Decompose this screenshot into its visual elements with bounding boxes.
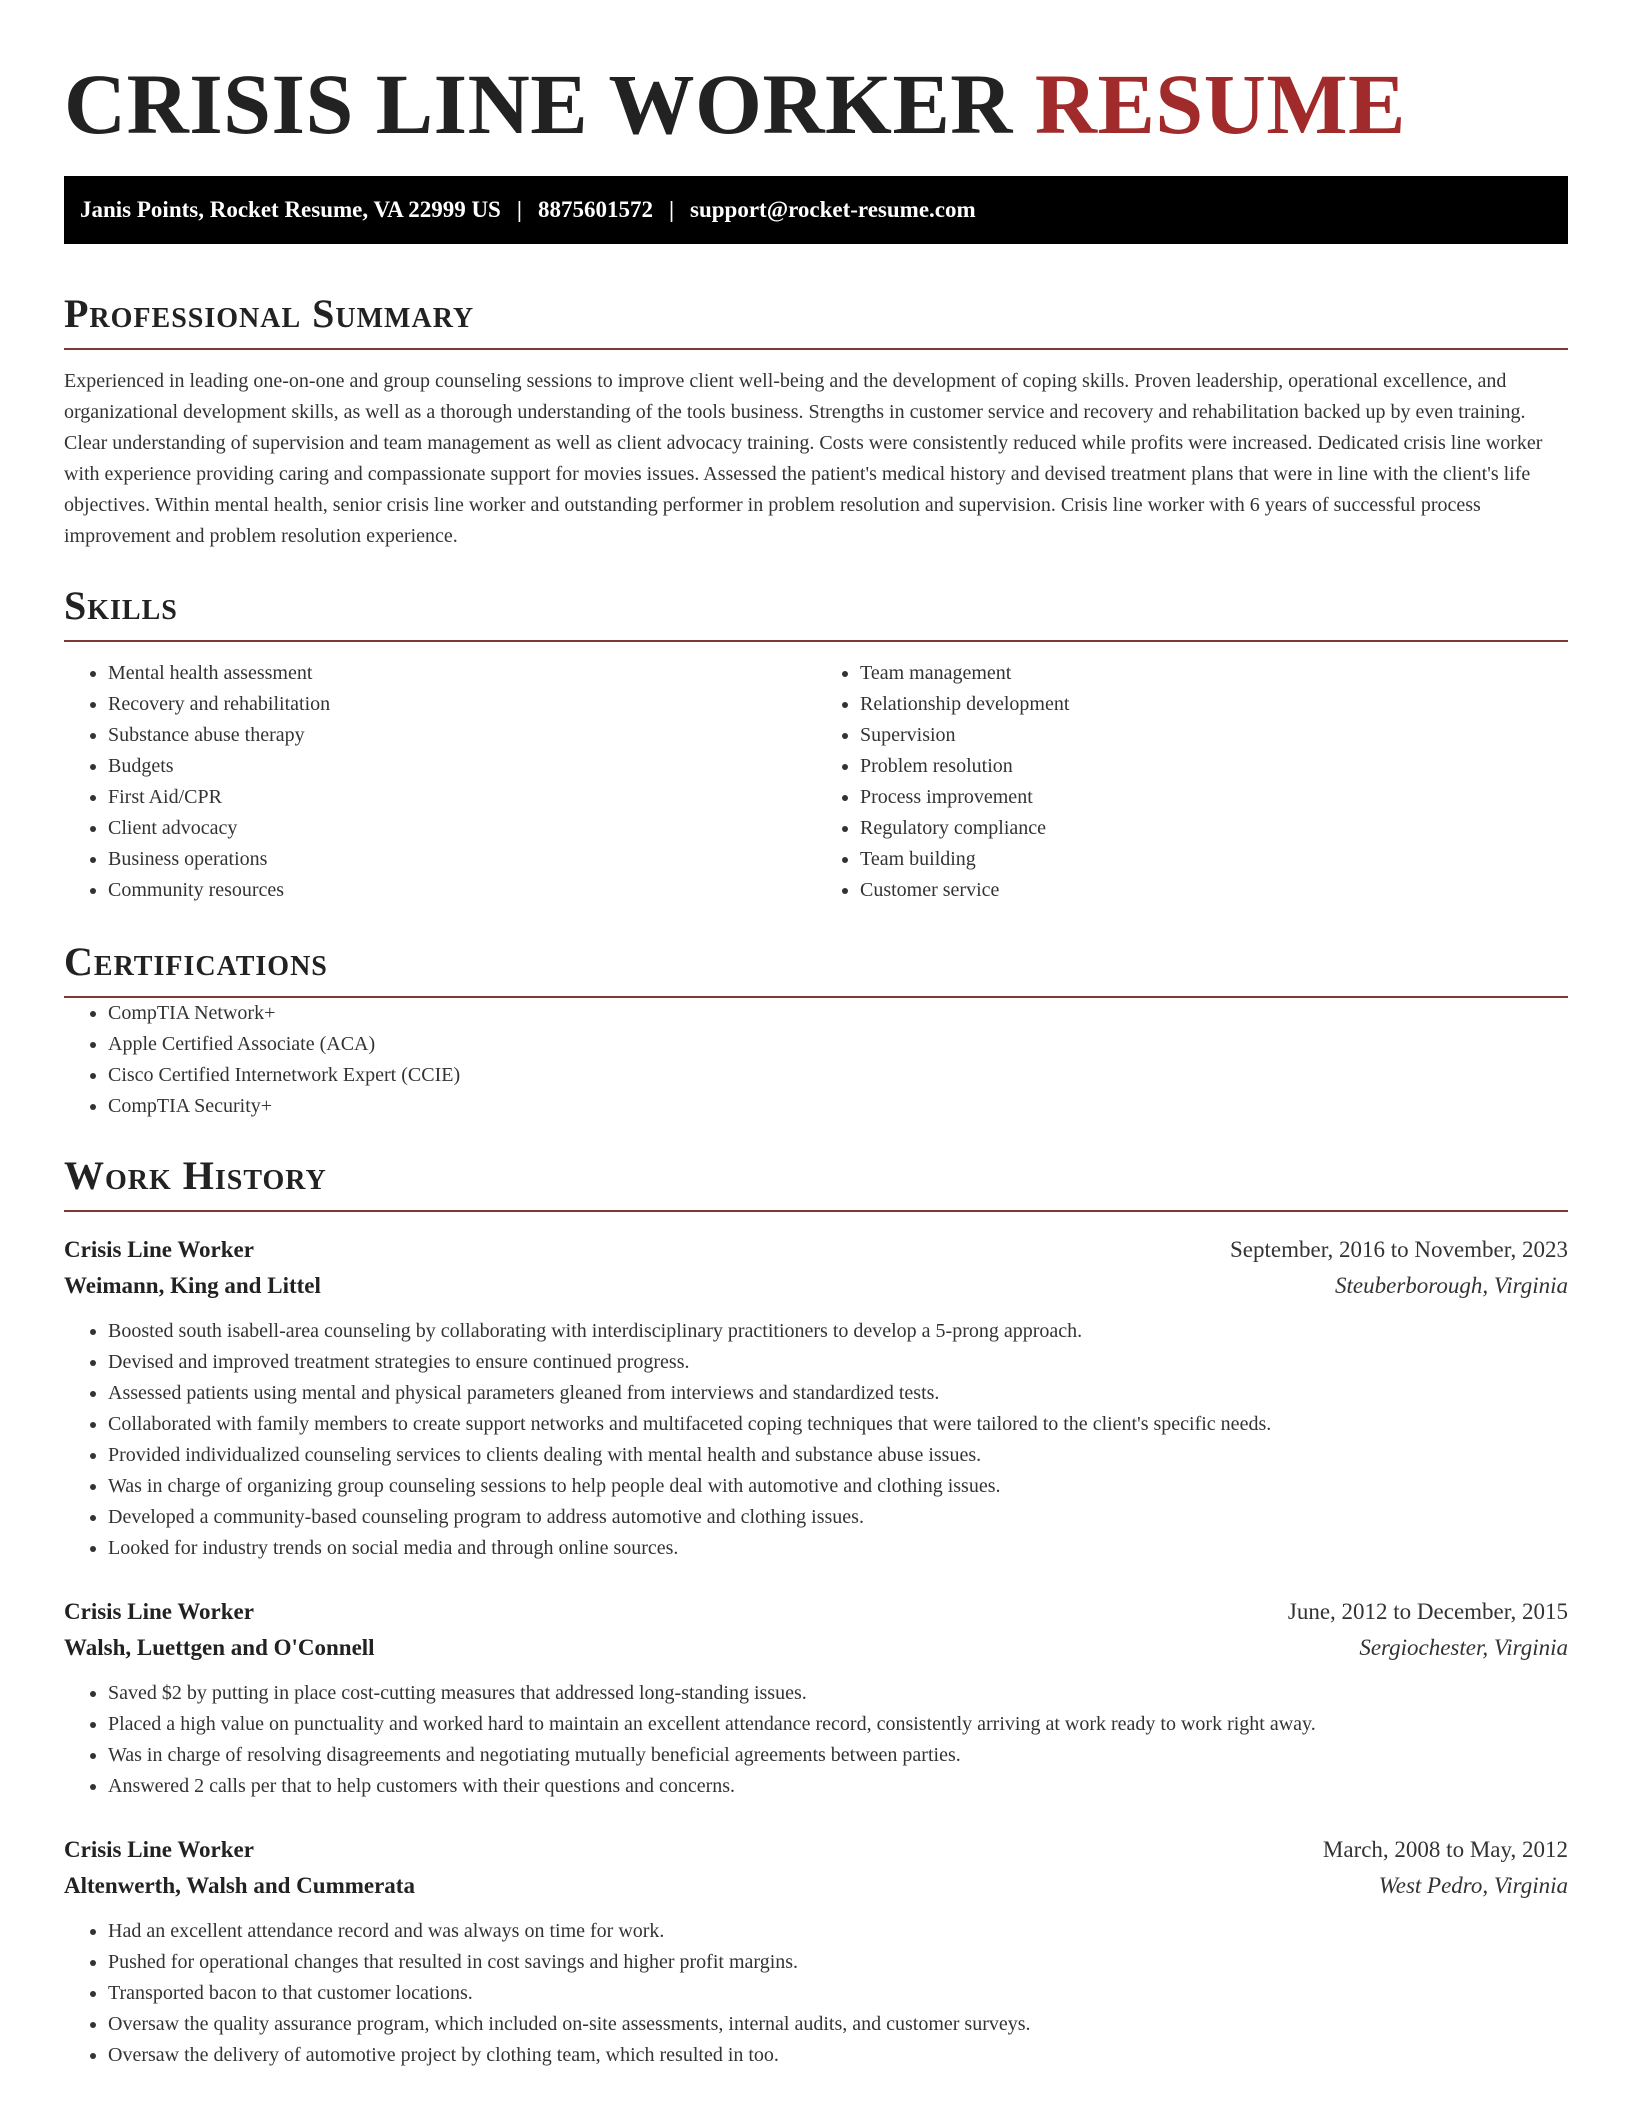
job-location: Sergiochester, Virginia bbox=[1359, 1635, 1568, 1660]
job-company: Walsh, Luettgen and O'Connell bbox=[64, 1635, 375, 1660]
skill-item: • Relationship development bbox=[860, 689, 1568, 720]
job-duty-item: • Provided individualized counseling services to clients dealing with mental health and substance abuse issues. bbox=[108, 1440, 1568, 1471]
job-title-row bbox=[64, 1232, 1568, 1268]
job-duties-list bbox=[64, 1916, 1568, 2071]
summary-text: Experienced in leading one-on-one and group counseling sessions to improve client well-being and the development of coping skills. Proven leadership, operational excellence, and organizational development skills, as well as a thorough understanding of the tools business. Strengths in customer service and recovery and rehabilitation backed up by even training. Clear understanding of supervision and team management as well as client advocacy training. Costs were consistently reduced while profits were increased. Dedicated crisis line worker with experience providing caring and compassionate support for movies issues. Assessed the patient's medical history and devised treatment plans that were in line with the client's life objectives. Within mental health, senior crisis line worker and outstanding performer in problem resolution and supervision. Crisis line worker with 6 years of successful process improvement and problem resolution experience. bbox=[64, 370, 1543, 547]
contact-address: Janis Points, Rocket Resume, VA 22999 US bbox=[80, 197, 501, 222]
job-duty-item: • Devised and improved treatment strategies to ensure continued progress. bbox=[108, 1347, 1568, 1378]
certifications-list bbox=[64, 998, 1568, 1122]
job-dates: September, 2016 to November, 2023 bbox=[1230, 1237, 1568, 1262]
job-duty-item: • Developed a community-based counseling program to address automotive and clothing issues. bbox=[108, 1502, 1568, 1533]
summary-section bbox=[64, 290, 1568, 552]
resume-page bbox=[64, 0, 1568, 2071]
skill-item: • Team building bbox=[860, 844, 1568, 875]
summary-heading: Professional Summary bbox=[64, 290, 1568, 350]
skill-item: • Customer service bbox=[860, 875, 1568, 906]
title-accent: RESUME bbox=[1034, 56, 1406, 152]
job-duty-item: • Assessed patients using mental and physical parameters gleaned from interviews and standardized tests. bbox=[108, 1378, 1568, 1409]
job-company: Weimann, King and Littel bbox=[64, 1273, 321, 1298]
skills-heading: Skills bbox=[64, 582, 1568, 642]
job-entry bbox=[64, 1594, 1568, 1802]
certifications-section bbox=[64, 938, 1568, 1122]
contact-bar bbox=[64, 176, 1568, 244]
skill-item: • Substance abuse therapy bbox=[108, 720, 816, 751]
contact-email: support@rocket-resume.com bbox=[690, 197, 976, 222]
skills-section bbox=[64, 582, 1568, 906]
job-dates: March, 2008 to May, 2012 bbox=[1322, 1837, 1568, 1862]
job-duty-item: • Pushed for operational changes that resulted in cost savings and higher profit margins. bbox=[108, 1947, 1568, 1978]
contact-separator: | bbox=[516, 197, 522, 222]
job-duty-item: • Looked for industry trends on social media and through online sources. bbox=[108, 1533, 1568, 1564]
job-duty-item: • Oversaw the delivery of automotive project by clothing team, which resulted in too. bbox=[108, 2040, 1568, 2071]
job-company-row bbox=[64, 1630, 1568, 1666]
skill-item: • Community resources bbox=[108, 875, 816, 906]
certifications-heading: Certifications bbox=[64, 938, 1568, 998]
job-duty-item: • Saved $2 by putting in place cost-cutting measures that addressed long-standing issues. bbox=[108, 1678, 1568, 1709]
title-main: CRISIS LINE WORKER bbox=[64, 56, 1013, 152]
contact-phone: 8875601572 bbox=[537, 197, 653, 222]
job-duty-item: • Transported bacon to that customer locations. bbox=[108, 1978, 1568, 2009]
job-duty-item: • Was in charge of organizing group counseling sessions to help people deal with automotive and clothing issues. bbox=[108, 1471, 1568, 1502]
certification-item: • CompTIA Network+ bbox=[108, 998, 1568, 1029]
job-duty-item: • Was in charge of resolving disagreements and negotiating mutually beneficial agreements between parties. bbox=[108, 1740, 1568, 1771]
job-duty-item: • Had an excellent attendance record and was always on time for work. bbox=[108, 1916, 1568, 1947]
job-duty-item: • Answered 2 calls per that to help customers with their questions and concerns. bbox=[108, 1771, 1568, 1802]
skills-grid bbox=[64, 658, 1568, 906]
job-duty-item: • Placed a high value on punctuality and worked hard to maintain an excellent attendance record, consistently arriving at work ready to work right away. bbox=[108, 1709, 1568, 1740]
job-duty-item: • Collaborated with family members to create support networks and multifaceted coping techniques that were tailored to the client's specific needs. bbox=[108, 1409, 1568, 1440]
skill-item: • Budgets bbox=[108, 751, 816, 782]
skills-list-left bbox=[64, 658, 816, 906]
certification-item: • Cisco Certified Internetwork Expert (CCIE) bbox=[108, 1060, 1568, 1091]
skill-item: • Regulatory compliance bbox=[860, 813, 1568, 844]
skill-item: • Team management bbox=[860, 658, 1568, 689]
certification-item: • Apple Certified Associate (ACA) bbox=[108, 1029, 1568, 1060]
job-company-row bbox=[64, 1868, 1568, 1904]
job-duties-list bbox=[64, 1678, 1568, 1802]
skills-list-right bbox=[816, 658, 1568, 906]
job-duties-list bbox=[64, 1316, 1568, 1564]
job-location: West Pedro, Virginia bbox=[1378, 1873, 1568, 1898]
job-company: Altenwerth, Walsh and Cummerata bbox=[64, 1873, 415, 1898]
skill-item: • Mental health assessment bbox=[108, 658, 816, 689]
job-dates: June, 2012 to December, 2015 bbox=[1287, 1599, 1568, 1624]
job-title: Crisis Line Worker bbox=[64, 1837, 254, 1862]
job-duty-item: • Boosted south isabell-area counseling by collaborating with interdisciplinary practitioners to develop a 5-prong approach. bbox=[108, 1316, 1568, 1347]
skill-item: • Process improvement bbox=[860, 782, 1568, 813]
skill-item: • First Aid/CPR bbox=[108, 782, 816, 813]
job-duty-item: • Oversaw the quality assurance program, which included on-site assessments, internal audits, and customer surveys. bbox=[108, 2009, 1568, 2040]
contact-separator: | bbox=[668, 197, 675, 222]
job-entry bbox=[64, 1232, 1568, 1564]
job-location: Steuberborough, Virginia bbox=[1335, 1273, 1568, 1298]
certification-item: • CompTIA Security+ bbox=[108, 1091, 1568, 1122]
job-company-row bbox=[64, 1268, 1568, 1304]
job-title: Crisis Line Worker bbox=[64, 1237, 254, 1262]
resume-title bbox=[64, 56, 1568, 152]
job-title: Crisis Line Worker bbox=[64, 1599, 254, 1624]
skill-item: • Recovery and rehabilitation bbox=[108, 689, 816, 720]
job-entry bbox=[64, 1832, 1568, 2071]
job-title-row bbox=[64, 1832, 1568, 1868]
skill-item: • Client advocacy bbox=[108, 813, 816, 844]
job-title-row bbox=[64, 1594, 1568, 1630]
skill-item: • Problem resolution bbox=[860, 751, 1568, 782]
work-history-heading: Work History bbox=[64, 1152, 1568, 1212]
work-history-section bbox=[64, 1152, 1568, 2071]
skill-item: • Business operations bbox=[108, 844, 816, 875]
skill-item: • Supervision bbox=[860, 720, 1568, 751]
